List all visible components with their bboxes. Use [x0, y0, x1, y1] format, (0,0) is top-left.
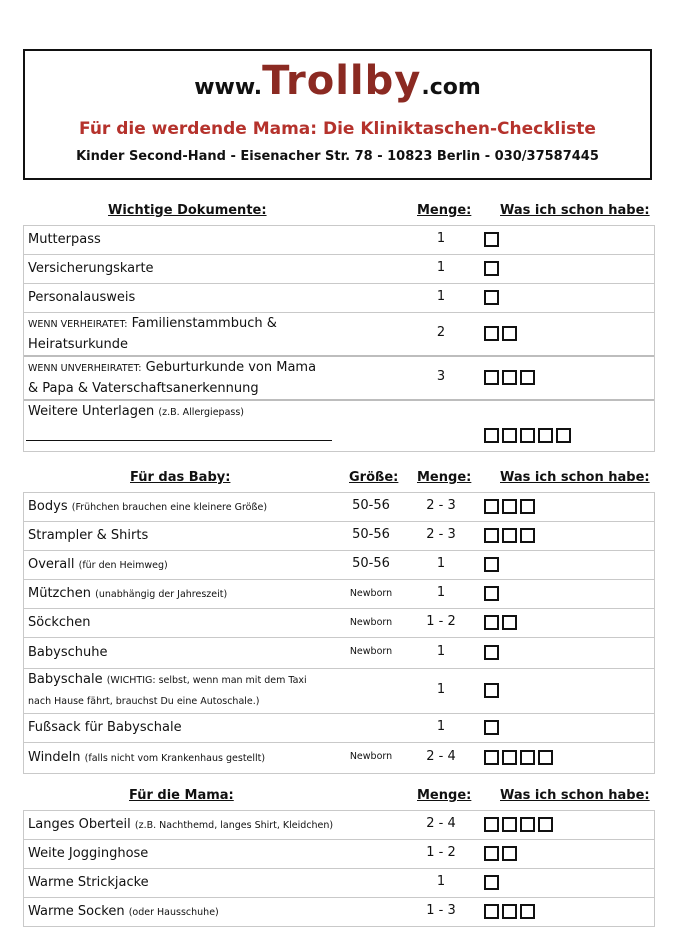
item-label	[28, 584, 227, 605]
table-row	[24, 522, 654, 551]
item-name: Babyschuhe	[28, 645, 108, 660]
checkbox-group	[484, 290, 499, 305]
item-label	[28, 748, 265, 769]
checkbox-group	[484, 615, 517, 630]
item-note: (Frühchen brauchen eine kleinere Größe)	[71, 502, 268, 513]
item-name-line2: & Papa & Vaterschaftsanerkennung	[28, 381, 259, 396]
item-label	[28, 613, 91, 633]
item-size: 50-56	[352, 498, 390, 513]
baby-heading: Für das Baby:	[130, 470, 231, 485]
table-row	[24, 493, 654, 522]
checkbox-group	[484, 817, 553, 832]
item-size: 50-56	[352, 556, 390, 571]
checkbox-icon[interactable]	[484, 499, 499, 514]
checkbox-icon[interactable]	[520, 817, 535, 832]
table-row	[24, 840, 654, 869]
checkbox-icon[interactable]	[484, 370, 499, 385]
table-row	[24, 551, 654, 580]
section-header	[23, 199, 655, 225]
item-quantity: 1	[436, 644, 446, 659]
table-row	[24, 226, 654, 255]
mama-heading: Für die Mama:	[129, 788, 234, 803]
checkbox-group	[484, 645, 499, 660]
checkbox-icon[interactable]	[484, 326, 499, 341]
checkbox-icon[interactable]	[484, 875, 499, 890]
checkbox-icon[interactable]	[538, 817, 553, 832]
item-name: Windeln	[28, 750, 81, 765]
checkbox-icon[interactable]	[484, 720, 499, 735]
header-box	[23, 49, 652, 180]
checkbox-icon[interactable]	[520, 428, 535, 443]
item-label: Personalausweis	[28, 290, 136, 305]
item-label	[28, 718, 182, 738]
store-address: Kinder Second-Hand - Eisenacher Str. 78 - 10823 Berlin - 030/37587445	[76, 149, 599, 164]
checkbox-icon[interactable]	[520, 370, 535, 385]
table-row	[24, 580, 654, 609]
item-label	[28, 815, 333, 836]
checkbox-group	[484, 370, 535, 385]
item-label	[28, 670, 307, 712]
table-row	[24, 743, 654, 774]
item-quantity: 1	[436, 719, 446, 734]
have-header: Was ich schon habe:	[500, 788, 650, 803]
item-label	[28, 402, 244, 423]
item-size: Newborn	[349, 588, 393, 599]
item-name-line2: Heiratsurkunde	[28, 337, 129, 352]
item-quantity: 2 - 4	[426, 816, 456, 831]
checkbox-icon[interactable]	[538, 750, 553, 765]
item-label	[28, 643, 107, 663]
checkbox-icon[interactable]	[484, 846, 499, 861]
item-note: (für den Heimweg)	[78, 560, 168, 571]
checkbox-icon[interactable]	[502, 370, 517, 385]
section-documents	[23, 199, 655, 452]
item-quantity: 1	[436, 289, 446, 304]
item-note: (WICHTIG: selbst, wenn man mit dem Taxi	[106, 675, 307, 686]
checkbox-icon[interactable]	[502, 326, 517, 341]
checkbox-icon[interactable]	[484, 817, 499, 832]
checkbox-group	[484, 326, 517, 341]
item-size: 50-56	[352, 527, 390, 542]
item-name: Warme Strickjacke	[28, 875, 149, 890]
checkbox-group	[484, 875, 499, 890]
item-quantity: 2 - 3	[426, 527, 456, 542]
item-size: Newborn	[349, 646, 393, 657]
logo-prefix: www.	[194, 75, 263, 100]
item-quantity: 2 - 4	[426, 749, 456, 764]
have-header: Was ich schon habe:	[500, 203, 650, 218]
item-quantity: 3	[436, 369, 446, 384]
checkbox-icon[interactable]	[484, 750, 499, 765]
item-label	[28, 844, 148, 864]
section-mama	[23, 784, 655, 927]
item-name: Fußsack für Babyschale	[28, 720, 182, 735]
checkbox-icon[interactable]	[502, 904, 517, 919]
write-in-line[interactable]	[26, 440, 332, 441]
checkbox-icon[interactable]	[484, 615, 499, 630]
item-quantity: 2	[436, 325, 446, 340]
item-label: Mutterpass	[28, 232, 101, 247]
checkbox-group	[484, 846, 517, 861]
checkbox-icon[interactable]	[502, 817, 517, 832]
section-baby	[23, 466, 655, 774]
checkbox-icon[interactable]	[520, 528, 535, 543]
item-label	[28, 526, 148, 546]
item-note: (z.B. Nachthemd, langes Shirt, Kleidchen)	[134, 820, 334, 831]
item-size: Newborn	[349, 751, 393, 762]
item-quantity: 1	[436, 682, 446, 697]
have-header: Was ich schon habe:	[500, 470, 650, 485]
table-row	[24, 669, 654, 714]
table-row	[24, 609, 654, 638]
item-condition: WENN UNVERHEIRATET:	[28, 363, 142, 374]
item-name: Strampler & Shirts	[28, 528, 149, 543]
item-note-line2: nach Hause fährt, brauchst Du eine Autoschale.)	[28, 696, 260, 707]
item-name: Mützchen	[28, 586, 92, 601]
item-quantity: 1	[436, 260, 446, 275]
item-note: (oder Hausschuhe)	[128, 907, 219, 918]
table-row	[24, 811, 654, 840]
checkbox-group	[484, 720, 499, 735]
checkbox-icon[interactable]	[520, 904, 535, 919]
item-quantity: 1	[436, 231, 446, 246]
section-header	[23, 784, 655, 810]
item-label: Versicherungskarte	[28, 261, 154, 276]
table-row	[24, 401, 654, 452]
item-name: Geburturkunde von Mama	[145, 360, 317, 375]
table-row	[24, 869, 654, 898]
table-row	[24, 638, 654, 669]
checkbox-icon[interactable]	[502, 428, 517, 443]
item-name: Babyschale	[28, 672, 103, 687]
documents-table	[23, 225, 655, 452]
checkbox-icon[interactable]	[484, 428, 499, 443]
logo-suffix: .com	[421, 75, 481, 100]
checkbox-group	[484, 499, 535, 514]
checkbox-icon[interactable]	[538, 428, 553, 443]
item-name: Warme Socken	[28, 904, 125, 919]
table-row	[24, 714, 654, 743]
checkbox-icon[interactable]	[484, 557, 499, 572]
item-label	[28, 314, 277, 355]
checkbox-icon[interactable]	[484, 645, 499, 660]
table-row	[24, 357, 654, 401]
item-name: Langes Oberteil	[28, 817, 131, 832]
item-name: Familienstammbuch &	[131, 316, 277, 331]
checkbox-icon[interactable]	[484, 683, 499, 698]
checkbox-icon[interactable]	[520, 499, 535, 514]
item-condition: WENN VERHEIRATET:	[28, 319, 128, 330]
item-label	[28, 555, 168, 576]
qty-header: Menge:	[417, 203, 472, 218]
page-title: Für die werdende Mama: Die Kliniktaschen-Checkliste	[79, 119, 596, 139]
table-row	[24, 284, 654, 313]
logo-brand: Trollby	[262, 58, 422, 104]
checkbox-icon[interactable]	[484, 528, 499, 543]
item-quantity: 1 - 2	[426, 845, 456, 860]
checkbox-group	[484, 428, 571, 443]
documents-heading: Wichtige Dokumente:	[108, 203, 267, 218]
checkbox-icon[interactable]	[556, 428, 571, 443]
item-note: (z.B. Allergiepass)	[158, 407, 244, 418]
checkbox-group	[484, 261, 499, 276]
item-label	[28, 497, 267, 518]
item-quantity: 1	[436, 556, 446, 571]
item-label	[28, 873, 149, 893]
item-quantity: 2 - 3	[426, 498, 456, 513]
item-quantity: 1	[436, 874, 446, 889]
section-header	[23, 466, 655, 492]
item-label	[28, 358, 316, 399]
checkbox-icon[interactable]	[484, 290, 499, 305]
checkbox-group	[484, 232, 499, 247]
baby-table	[23, 492, 655, 774]
checkbox-group	[484, 557, 499, 572]
table-row	[24, 313, 654, 357]
item-name: Weite Jogginghose	[28, 846, 149, 861]
checkbox-icon[interactable]	[484, 904, 499, 919]
mama-table	[23, 810, 655, 927]
item-name: Söckchen	[28, 615, 91, 630]
size-header: Größe:	[349, 470, 399, 485]
item-size: Newborn	[349, 617, 393, 628]
item-quantity: 1 - 3	[426, 903, 456, 918]
item-note: (falls nicht vom Krankenhaus gestellt)	[84, 753, 266, 764]
checkbox-icon[interactable]	[502, 846, 517, 861]
item-quantity: 1 - 2	[426, 614, 456, 629]
checkbox-icon[interactable]	[484, 261, 499, 276]
logo	[25, 57, 650, 113]
checkbox-icon[interactable]	[484, 586, 499, 601]
item-name: Bodys	[28, 499, 68, 514]
checkbox-group	[484, 528, 535, 543]
checkbox-icon[interactable]	[502, 528, 517, 543]
checkbox-group	[484, 683, 499, 698]
item-note: (unabhängig der Jahreszeit)	[95, 589, 228, 600]
checkbox-group	[484, 586, 499, 601]
checkbox-icon[interactable]	[520, 750, 535, 765]
qty-header: Menge:	[417, 788, 472, 803]
checkbox-icon[interactable]	[484, 232, 499, 247]
item-name: Weitere Unterlagen	[28, 404, 155, 419]
table-row	[24, 255, 654, 284]
item-name: Overall	[28, 557, 75, 572]
checkbox-icon[interactable]	[502, 615, 517, 630]
checkbox-group	[484, 750, 553, 765]
checkbox-group	[484, 904, 535, 919]
item-quantity: 1	[436, 585, 446, 600]
checkbox-icon[interactable]	[502, 750, 517, 765]
qty-header: Menge:	[417, 470, 472, 485]
checkbox-icon[interactable]	[502, 499, 517, 514]
